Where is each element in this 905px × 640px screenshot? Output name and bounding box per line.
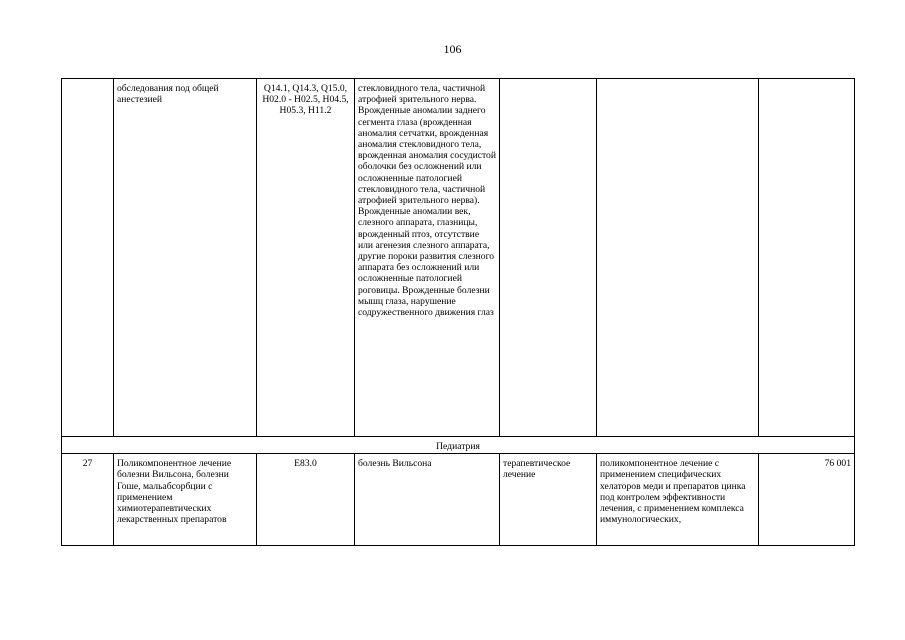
treatment-method-cell (597, 79, 759, 437)
row-number-cell: 27 (62, 454, 114, 546)
method-name-cell: обследования под общей анестезией (114, 79, 257, 437)
row-number-cell (62, 79, 114, 437)
treatment-type-cell (500, 79, 597, 437)
model-paragraph: Врожденные аномалии заднего сегмента глаза (врожденная аномалия сетчатки, врожденная аномалия стекловидного тела, врожденная аномалия сосудистой оболочки без осложнений или осложненные патологией стекловидного тела, частичной атрофией зрительного нерва). (358, 105, 496, 207)
treatment-type-cell: терапевтическое лечение (500, 454, 597, 546)
icd-codes-cell: Q14.1, Q14.3, Q15.0, H02.0 - H02.5, H04.5, H05.3, H11.2 (257, 79, 355, 437)
page-number: 106 (443, 42, 462, 56)
section-title: Педиатрия (62, 437, 855, 454)
table-row (62, 454, 855, 546)
price-cell (759, 79, 855, 437)
table-row (62, 79, 855, 437)
medical-care-table (61, 78, 855, 546)
section-row (62, 437, 855, 454)
treatment-method-cell: поликомпонентное лечение с применением специфических хелаторов меди и препаратов цинка под контролем эффективности лечения, с применением комплекса иммунологических, (597, 454, 759, 546)
method-name-cell: Поликомпонентное лечение болезни Вильсона, болезни Гоше, мальабсорбции с применением химиотерапевтических лекарственных препаратов (114, 454, 257, 546)
model-paragraph: Врожденные аномалии век, слезного аппарата, глазницы, врожденный птоз, отсутствие или агенезия слезного аппарата, другие пороки развития слезного аппарата без осложнений или осложненные патологией роговицы. Врожденные болезни мышц глаза, нарушение содружественного движения глаз (358, 206, 495, 319)
patient-model-cell (355, 79, 500, 437)
model-paragraph: стекловидного тела, частичной атрофией зрительного нерва. (358, 83, 486, 106)
price-cell: 76 001 (759, 454, 855, 546)
patient-model-cell: болезнь Вильсона (355, 454, 500, 546)
icd-codes-cell: E83.0 (257, 454, 355, 546)
